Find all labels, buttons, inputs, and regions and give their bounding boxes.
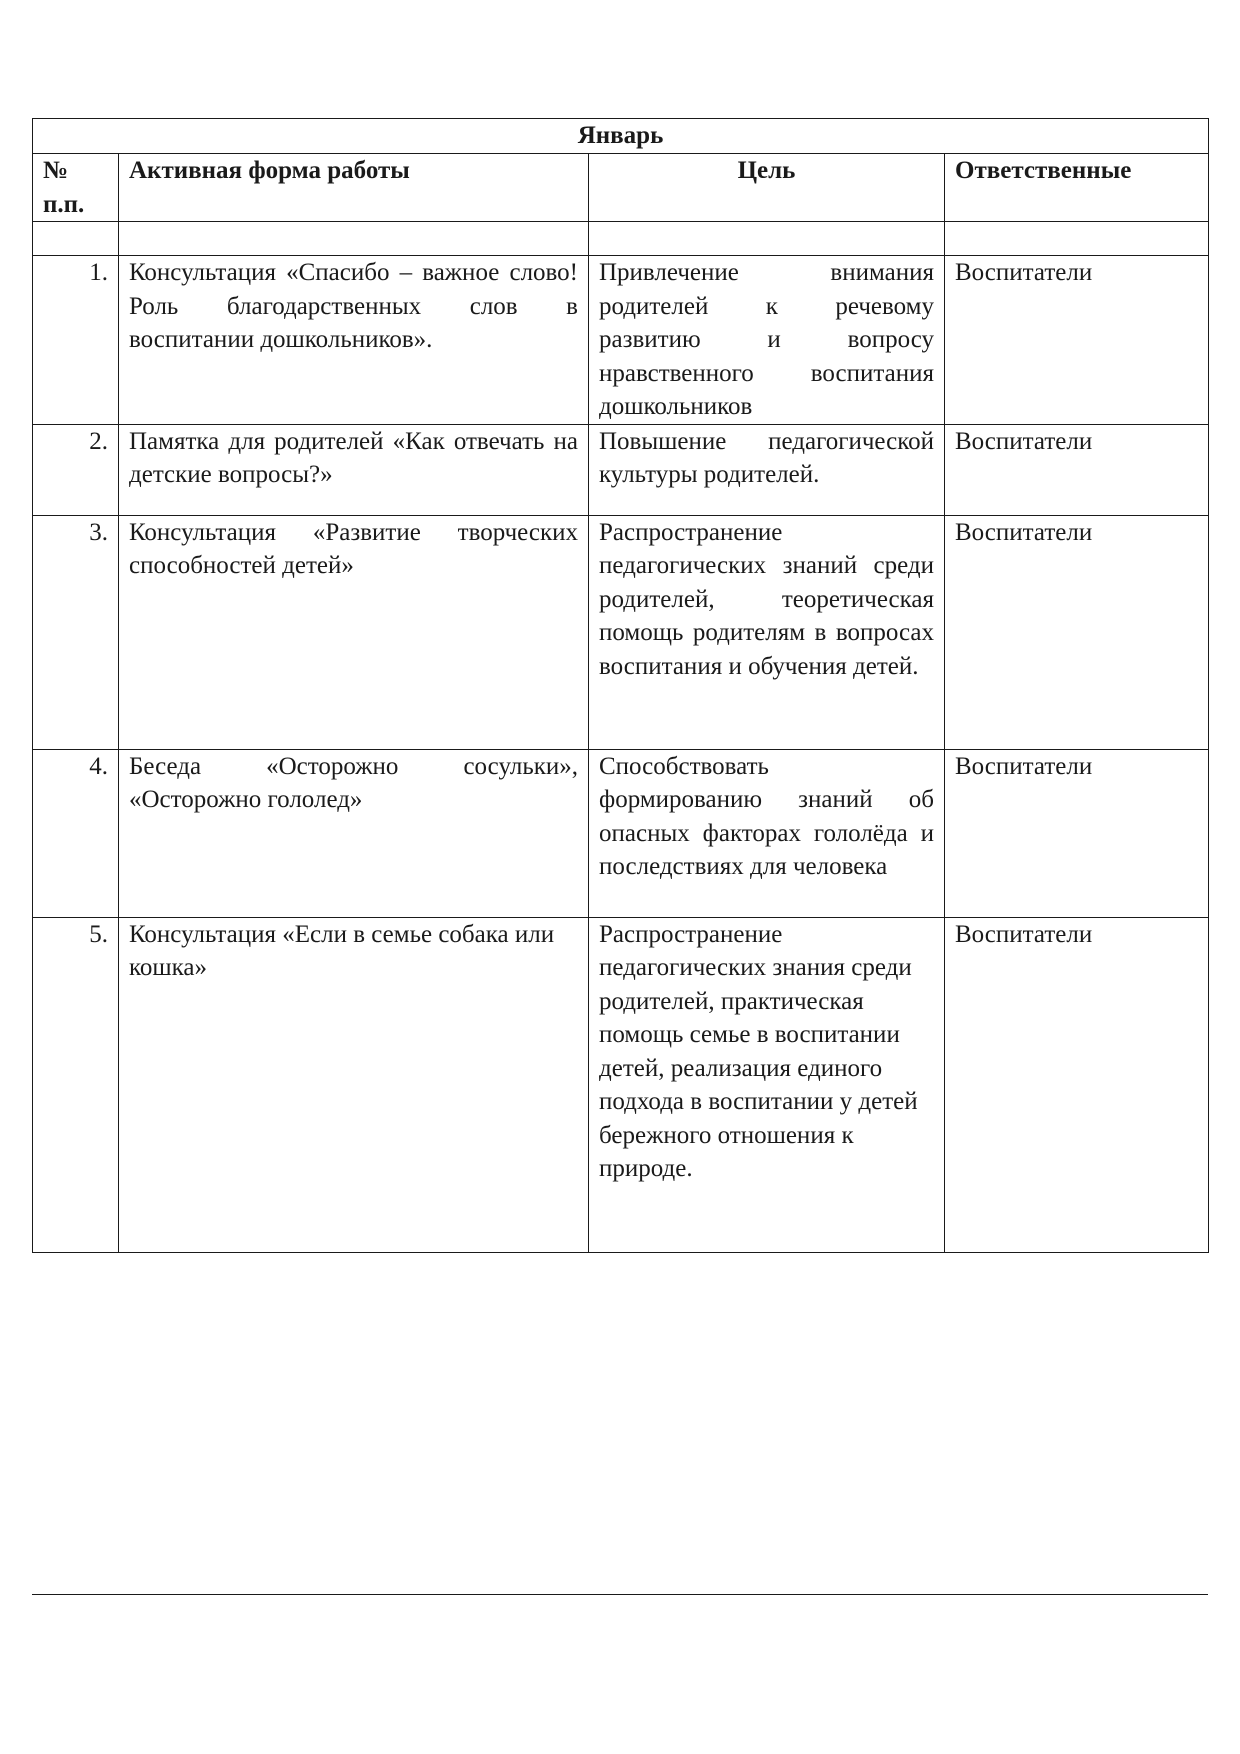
row-goal: Распространение педагогических знаний среди родителей, теоретическая помощь родителям в вопросах воспитания и обучения детей.: [589, 515, 945, 749]
row-goal: Способствовать формированию знаний об опасных факторах гололёда и последствиях для человека: [589, 749, 945, 917]
row-responsible: Воспитатели: [945, 749, 1209, 917]
empty-row: [33, 222, 1209, 256]
row-number: 5.: [33, 917, 119, 1252]
row-number: 2.: [33, 424, 119, 515]
row-form: Консультация «Развитие творческих способностей детей»: [119, 515, 589, 749]
header-num: № п.п.: [33, 154, 119, 222]
row-goal: Повышение педагогической культуры родителей.: [589, 424, 945, 515]
empty-cell: [589, 222, 945, 256]
table-row: [33, 515, 1209, 749]
row-form: Беседа «Осторожно сосульки», «Осторожно гололед»: [119, 749, 589, 917]
header-form: Активная форма работы: [119, 154, 589, 222]
month-title: Январь: [33, 119, 1209, 154]
row-number: 4.: [33, 749, 119, 917]
row-responsible: Воспитатели: [945, 917, 1209, 1252]
row-responsible: Воспитатели: [945, 424, 1209, 515]
row-number: 1.: [33, 256, 119, 425]
row-number: 3.: [33, 515, 119, 749]
empty-cell: [945, 222, 1209, 256]
table-row: [33, 749, 1209, 917]
row-form: Консультация «Если в семье собака или кошка»: [119, 917, 589, 1252]
table-row: [33, 256, 1209, 425]
header-goal: Цель: [589, 154, 945, 222]
empty-cell: [119, 222, 589, 256]
work-plan-table: [32, 118, 1209, 1253]
row-form: Памятка для родителей «Как отвечать на детские вопросы?»: [119, 424, 589, 515]
table-row: [33, 424, 1209, 515]
row-goal: Распространение педагогических знания среди родителей, практическая помощь семье в воспитании детей, реализация единого подхода в воспитании у детей бережного отношения к природе.: [589, 917, 945, 1252]
row-form: Консультация «Спасибо – важное слово! Роль благодарственных слов в воспитании дошкольников».: [119, 256, 589, 425]
row-responsible: Воспитатели: [945, 515, 1209, 749]
row-responsible: Воспитатели: [945, 256, 1209, 425]
header-responsible: Ответственные: [945, 154, 1209, 222]
month-row: [33, 119, 1209, 154]
footer-divider: [32, 1594, 1208, 1595]
table-row: [33, 917, 1209, 1252]
empty-cell: [33, 222, 119, 256]
row-goal: Привлечение внимания родителей к речевому развитию и вопросу нравственного воспитания дошкольников: [589, 256, 945, 425]
header-row: [33, 154, 1209, 222]
